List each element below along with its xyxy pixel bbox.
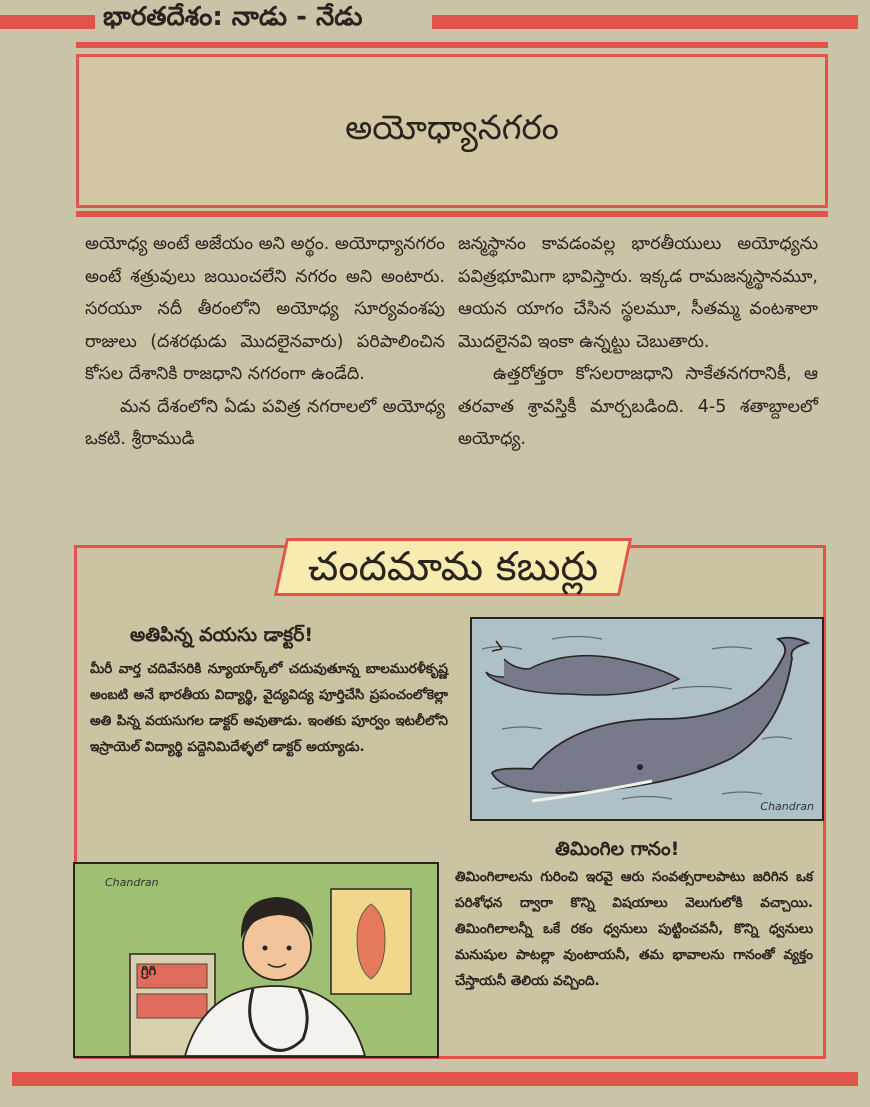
section-title: భారతదేశం: నాడు - నేడు: [95, 2, 370, 38]
story2-body: తిమింగిలాలను గురించి ఇరవై ఆరు సంవత్సరాలపాటు జరిగిన ఒక పరిశోధన ద్వారా కొన్ని విషయాలు వెలుగులోకి వచ్చాయి. తిమింగిలాలన్నీ ఒకే రకం ధ్వనులు పుట్టించవనీ, కొన్ని ధ్వనులు మనుషుల పాటల్లా వుంటాయనీ, తమ భావాలను గానంతో వ్యక్తం చేస్తాయనీ తెలియ వచ్చింది.: [455, 869, 813, 989]
article-left-paragraph-1: అయోధ్య అంటే అజేయం అని అర్థం. అయోధ్యానగరం అంటే శత్రువులు జయించలేని నగరం అని అంటారు. సరయూ నదీ తీరంలోని అయోధ్య సూర్యవంశపు రాజులు (దశరథుడు మొదలైనవారు) పరిపాలించిన కోసల దేశానికి రాజధాని నగరంగా ఉండేది.: [85, 234, 445, 384]
header-stripe-right: [432, 15, 858, 29]
whale-illustration: [470, 617, 824, 821]
article-column-left: [85, 228, 445, 456]
news-banner-text: చందమామ కబుర్లు: [307, 544, 599, 590]
cabinet-label: గ్రిగి: [141, 964, 157, 979]
story2-heading: తిమింగిల గానం!: [555, 838, 680, 860]
whale-icon: [472, 619, 822, 819]
doctor-signature: Chandran: [105, 876, 159, 889]
title-frame-top-rule: [76, 42, 828, 48]
story1-body: మీరీ వార్త చదివేసరికి న్యూయార్క్‌లో చదువుతూన్న బాలమురళీకృష్ణ అంబటి అనే భారతీయ విద్యార్థి, వైద్యవిద్య పూర్తిచేసి ప్రపంచంలోకెల్లా అతి పిన్న వయసుగల డాక్టర్ అవుతాడు. ఇంతకు పూర్వం ఇటలీలోని ఇస్రాయెల్ విద్యార్థి పద్దెనిమిదేళ్ళలో డాక్టర్ అయ్యాడు.: [90, 661, 448, 755]
footer-stripe: [12, 1072, 858, 1086]
header-stripe-left: [0, 15, 95, 29]
story1-heading: అతిపిన్న వయసు డాక్టర్!: [130, 624, 313, 646]
article-right-paragraph-1: జన్మస్థానం కావడంవల్ల భారతీయులు అయోధ్యను పవిత్రభూమిగా భావిస్తారు. ఇక్కడ రామజన్మస్థానమూ, ఆయన యాగం చేసిన స్థలమూ, సీతమ్మ వంటశాలా మొదలైనవి ఇంకా ఉన్నట్టు చెబుతారు.: [458, 234, 818, 352]
news-banner: [274, 538, 632, 596]
whale-signature: Chandran: [760, 800, 814, 813]
title-frame-bottom-rule: [76, 211, 828, 217]
doctor-icon: [75, 864, 437, 1056]
article-left-paragraph-2: మన దేశంలోని ఏడు పవిత్ర నగరాలలో అయోధ్య ఒకటి. శ్రీరాముడి: [85, 396, 445, 449]
article-column-right: [458, 228, 818, 456]
doctor-illustration: [73, 862, 439, 1058]
article-right-paragraph-2: ఉత్తరోత్తరా కోసలరాజధాని సాకేతనగరానికీ, ఆ తరవాత శ్రావస్తికీ మార్చబడింది. 4-5 శతాబ్దాలలో అయోధ్య.: [458, 364, 818, 449]
article-title: అయోధ్యానగరం: [345, 108, 559, 148]
